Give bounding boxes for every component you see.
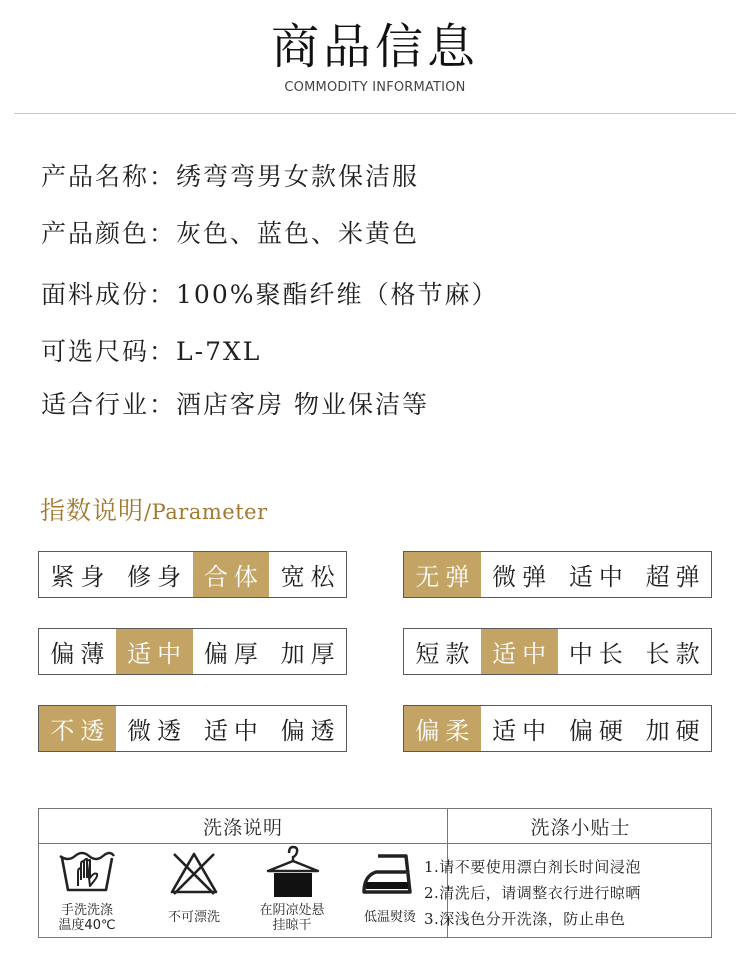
transparency-scale <box>38 705 347 752</box>
scale-option: 微弹 <box>492 563 553 591</box>
washing-tip: 1.请不要使用漂白剂长时间浸泡 <box>424 858 641 876</box>
parameter-heading-cn: 指数说明 <box>40 496 145 525</box>
label-line: 不可漂洗 <box>167 910 220 925</box>
scale-option-selected: 适中 <box>481 629 558 674</box>
info-row-name: 产品名称：绣弯弯男女款保洁服 <box>41 162 420 191</box>
scale-option: 偏硬 <box>568 717 629 745</box>
scale-option-selected: 无弹 <box>404 552 481 597</box>
scale-option-selected: 合体 <box>193 552 270 597</box>
scale-option: 中长 <box>568 640 629 668</box>
scale-option: 修身 <box>127 563 188 591</box>
no-bleach-icon <box>168 850 220 896</box>
info-value: 灰色、蓝色、米黄色 <box>176 219 420 248</box>
scale-option: 适中 <box>492 717 553 745</box>
length-scale <box>403 628 712 675</box>
scale-option: 适中 <box>568 563 629 591</box>
hang-dry-shade-icon <box>264 845 322 899</box>
scale-option: 加厚 <box>280 640 341 668</box>
no-bleach-label <box>152 910 236 925</box>
scale-option-selected: 偏柔 <box>404 706 481 751</box>
label-line: 手洗洗涤 <box>60 903 113 918</box>
washing-tips-title: 洗涤小贴士 <box>530 816 631 839</box>
info-label: 产品名称 <box>41 162 150 191</box>
hand-wash-icon <box>56 850 118 896</box>
info-label: 面料成份 <box>41 280 150 309</box>
scale-option: 短款 <box>415 640 476 668</box>
label-line: 在阴凉处悬 <box>259 903 325 918</box>
washing-header-divider <box>39 843 711 844</box>
iron-low-label <box>348 910 432 925</box>
scale-option-selected: 适中 <box>116 629 193 674</box>
info-row-color: 产品颜色：灰色、蓝色、米黄色 <box>41 219 420 248</box>
label-line: 挂晾干 <box>272 918 312 933</box>
hang-dry-label <box>246 903 338 933</box>
parameter-heading-en: /Parameter <box>144 500 268 524</box>
info-value: 100%聚酯纤维（格节麻） <box>176 280 499 309</box>
scale-option-selected: 不透 <box>39 706 116 751</box>
scale-option: 紧身 <box>50 563 111 591</box>
info-row-fabric: 面料成份：100%聚酯纤维（格节麻） <box>41 280 499 309</box>
scale-option: 宽松 <box>280 563 341 591</box>
scale-option: 偏透 <box>280 717 341 745</box>
info-label: 适合行业 <box>41 390 150 419</box>
thickness-scale <box>38 628 347 675</box>
hand-wash-label <box>47 903 127 933</box>
info-value: 绣弯弯男女款保洁服 <box>176 162 420 191</box>
info-value: L-7XL <box>176 337 262 366</box>
stretch-scale <box>403 551 712 598</box>
washing-tip: 3.深浅色分开洗涤，防止串色 <box>424 910 626 928</box>
washing-tip: 2.清洗后，请调整衣行进行晾晒 <box>424 884 641 902</box>
scale-option: 偏薄 <box>50 640 111 668</box>
page-subtitle: COMMODITY INFORMATION <box>284 80 466 95</box>
info-row-size: 可选尺码：L-7XL <box>41 337 262 366</box>
info-value: 酒店客房 物业保洁等 <box>176 390 429 419</box>
scale-option: 微透 <box>127 717 188 745</box>
label-line: 温度40℃ <box>58 918 116 933</box>
parameter-heading <box>40 491 268 527</box>
softness-scale <box>403 705 712 752</box>
info-label: 可选尺码 <box>41 337 150 366</box>
scale-option: 长款 <box>645 640 706 668</box>
scale-option: 加硬 <box>645 717 706 745</box>
fit-scale <box>38 551 347 598</box>
iron-low-icon <box>360 852 416 896</box>
scale-option: 适中 <box>203 717 264 745</box>
scale-option: 超弹 <box>645 563 706 591</box>
care-instructions-title: 洗涤说明 <box>202 816 283 839</box>
info-row-industry: 适合行业：酒店客房 物业保洁等 <box>41 390 429 419</box>
header-divider <box>14 113 736 114</box>
label-line: 低温熨烫 <box>363 910 416 925</box>
info-label: 产品颜色 <box>41 219 150 248</box>
scale-option: 偏厚 <box>203 640 264 668</box>
page-title: 商品信息 <box>270 19 479 75</box>
